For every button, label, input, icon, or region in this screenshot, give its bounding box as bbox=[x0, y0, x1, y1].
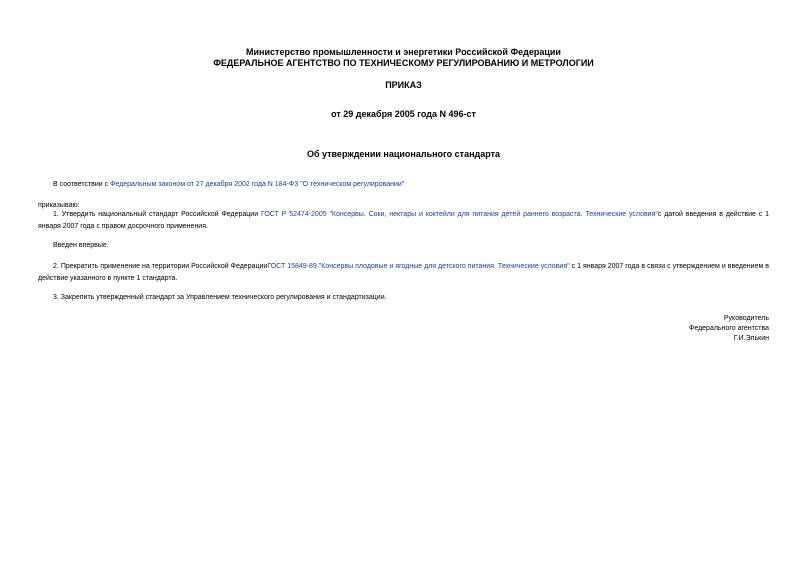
item-1-text: 1. Утвердить национальный стандарт Российской Федерации bbox=[53, 211, 261, 218]
item-2-suffix: с 1 января 2007 года в связи с утверждением и введением в действие указанного в пункте 1 стандарта. bbox=[38, 263, 769, 282]
document-type: ПРИКАЗ bbox=[385, 80, 422, 90]
item-2-paragraph bbox=[38, 261, 769, 285]
document-subject: Об утверждении национального стандарта bbox=[306, 149, 501, 159]
item-2-text: 2. Прекратить применение на территории Российской Федерации bbox=[53, 263, 268, 270]
order-word: приказываю: bbox=[38, 202, 80, 209]
preamble-paragraph bbox=[38, 179, 769, 191]
item-1-suffix: с датой введения в действие с 1 января 2007 года с правом досрочного применения. bbox=[38, 211, 770, 230]
signature-agency: Федерального агентства bbox=[689, 325, 769, 332]
ministry-title: Министерство промышленности и энергетики Российской Федерации bbox=[246, 47, 561, 57]
signature-name: Г.И.Элькин bbox=[733, 335, 769, 342]
gost-15849-link[interactable]: ГОСТ 15849-89 "Консервы плодовые и ягодные для детского питания. Технические условия" bbox=[267, 263, 570, 270]
signature-title: Руководитель bbox=[723, 315, 769, 322]
item-3-paragraph: 3. Закрепить утвержденный стандарт за Управлением технического регулирования и стандартизации. bbox=[53, 294, 387, 301]
item-1-paragraph bbox=[38, 209, 769, 233]
agency-title: ФЕДЕРАЛЬНОЕ АГЕНТСТВО ПО ТЕХНИЧЕСКОМУ РЕГУЛИРОВАНИЮ И МЕТРОЛОГИИ bbox=[213, 58, 594, 68]
preamble-text: В соответствии с bbox=[53, 181, 111, 188]
federal-law-link[interactable]: Федеральным законом от 27 декабря 2002 года N 184-ФЗ "О техническом регулировании" bbox=[110, 181, 405, 188]
introduced-note: Введен впервые. bbox=[53, 242, 109, 249]
document-date-number: от 29 декабря 2005 года N 496-ст bbox=[331, 109, 476, 119]
gost-r-52474-link[interactable]: ГОСТ Р 52474-2005 "Консервы. Соки, нектары и коктейли для питания детей раннего возраста. Технические условия" bbox=[260, 211, 658, 218]
